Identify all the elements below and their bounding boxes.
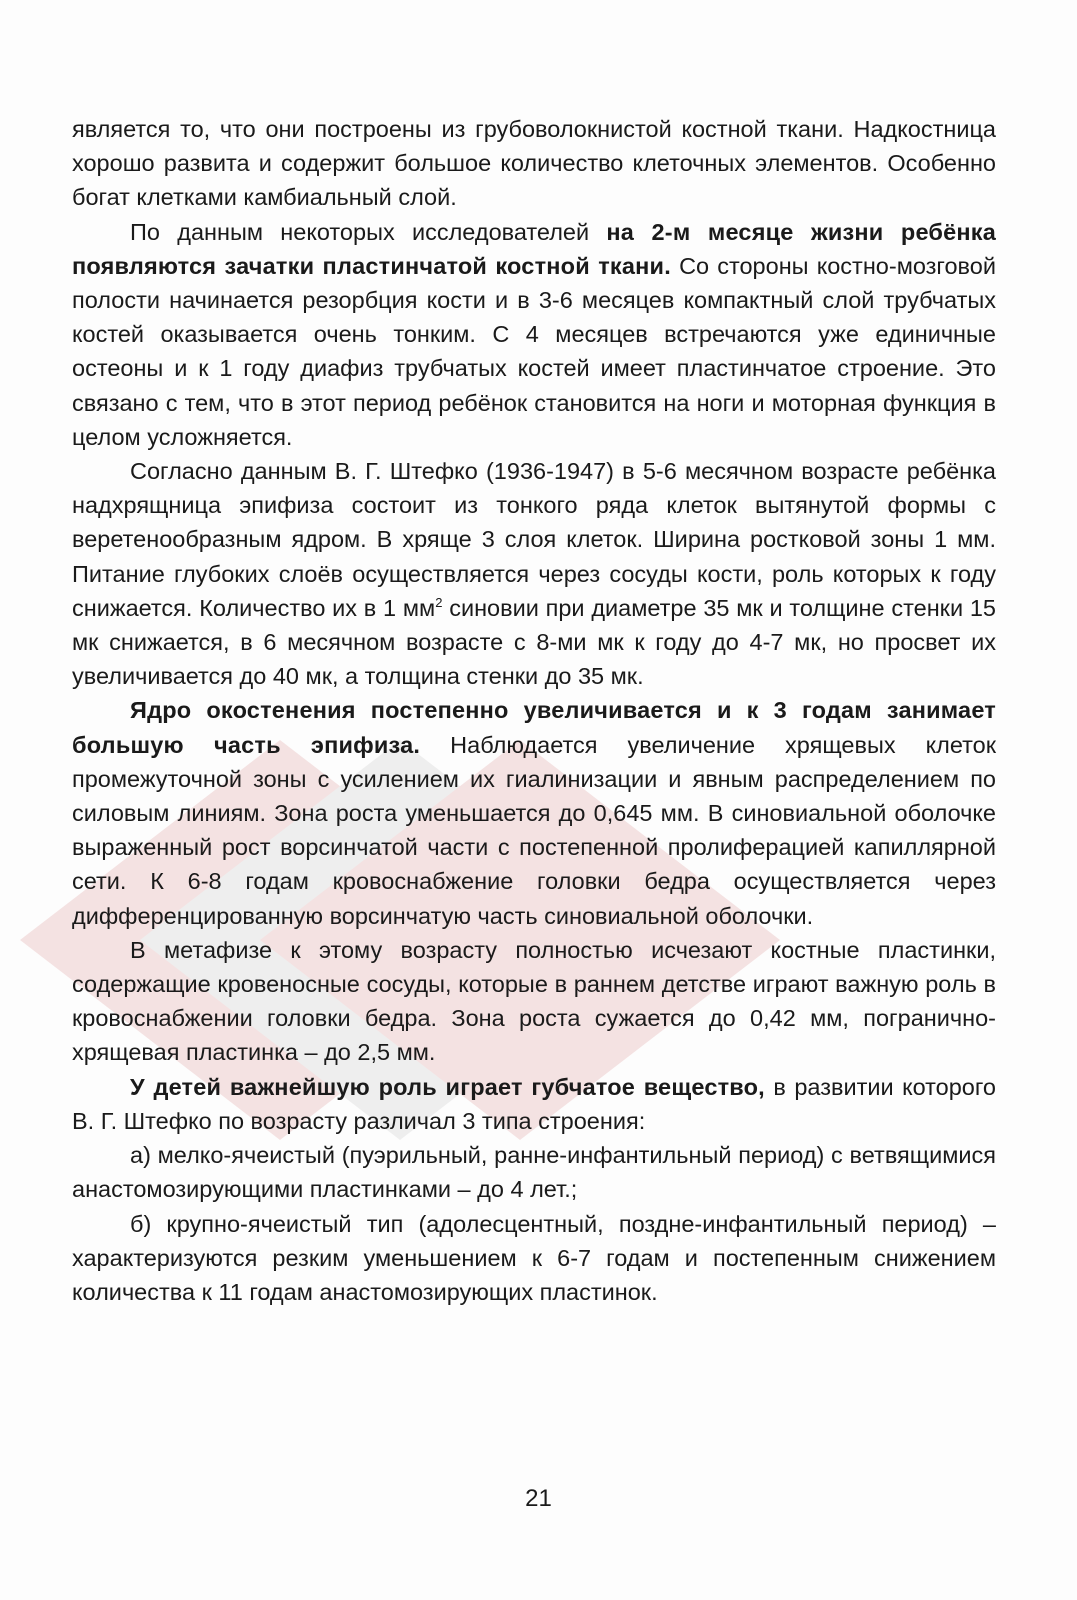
paragraph-3 [72,454,996,693]
paragraph-6-bold: У детей важнейшую роль играет губчатое вещество, [130,1073,765,1100]
paragraph-5-text: В метафизе к этому возрасту полностью исчезают костные пластинки, содержащие кровеносные сосуды, которые в раннем детстве играют важную роль в кровоснабжении головки бедра. Зона роста сужается до 0,42 мм, погранично-хрящевая пластинка – до 2,5 мм. [72,936,996,1066]
paragraph-5 [72,933,996,1070]
paragraph-2-lead: По данным некоторых исследователей [130,218,590,245]
page-number: 21 [525,1485,552,1512]
paragraph-3-text-b: синовии при диаметре 35 мк и толщине стенки 15 мк снижается, в 6 месячном возрасте с 8-ми мк к году до 4-7 мк, но просвет их увеличивается до 40 мк, а толщина стенки до 35 мк. [72,594,996,690]
paragraph-3-superscript: 2 [435,594,443,610]
list-item-a-text: а) мелко-ячеистый (пуэрильный, ранне-инфантильный период) с ветвящимися анастомозирующими пластинками – до 4 лет.; [72,1142,996,1203]
paragraph-7-list-a [72,1138,996,1206]
paragraph-4-rest: Наблюдается увеличение хрящевых клеток промежуточной зоны с усилением их гиалинизации и явным распределением по силовым линиям. Зона роста уменьшается до 0,645 мм. В синовиальной оболочке выраженный рост ворсинчатой части с постепенной пролиферацией капиллярной сети. К 6-8 годам кровоснабжение головки бедра осуществляется через дифференцированную ворсинчатую часть синовиальной оболочки. [72,731,997,929]
paragraph-2 [72,215,996,454]
paragraph-2-bold: на 2-м месяце жизни ребёнка появляются зачатки пластинчатой костной ткани. [72,218,997,279]
paragraph-4 [72,693,996,932]
paragraph-6-rest: в развитии которого В. Г. Штефко по возрасту различал 3 типа строения: [72,1073,997,1134]
paragraph-4-bold: Ядро окостенения постепенно увеличивается и к 3 годам занимает большую часть эпифиза. [72,697,996,758]
list-item-b-text: б) крупно-ячеистый тип (адолесцентный, поздне-инфантильный период) – характеризуются резким уменьшением к 6-7 годам и постепенным снижением количества к 11 годам анастомозирующих пластинок. [72,1210,996,1305]
paragraph-1-text: является то, что они построены из грубоволокнистой костной ткани. Надкостница хорошо развита и содержит большое количество клеточных элементов. Особенно богат клетками камбиальный слой. [72,116,996,211]
body-text [72,112,996,1309]
paragraph-3-text-a: Согласно данным В. Г. Штефко (1936-1947) в 5-6 месячном возрасте ребёнка надхрящница эпифиза состоит из тонкого ряда клеток вытянутой формы с веретенообразным ядром. В хряще 3 слоя клеток. Ширина ростковой зоны 1 мм. Питание глубоких слоёв осуществляется через сосуды кости, роль которых к году снижается. Количество их в 1 мм [72,458,996,621]
paragraph-6 [72,1070,996,1138]
paragraph-8-list-b [72,1207,996,1310]
paragraph-1 [72,112,996,215]
paragraph-2-rest: Со стороны костно-мозговой полости начинается резорбция кости и в 3-6 месяцев компактный слой трубчатых костей оказывается очень тонким. С 4 месяцев встречаются уже единичные остеоны и к 1 году диафиз трубчатых костей имеет пластинчатое строение. Это связано с тем, что в этот период ребёнок становится на ноги и моторная функция в целом усложняется. [72,252,996,450]
